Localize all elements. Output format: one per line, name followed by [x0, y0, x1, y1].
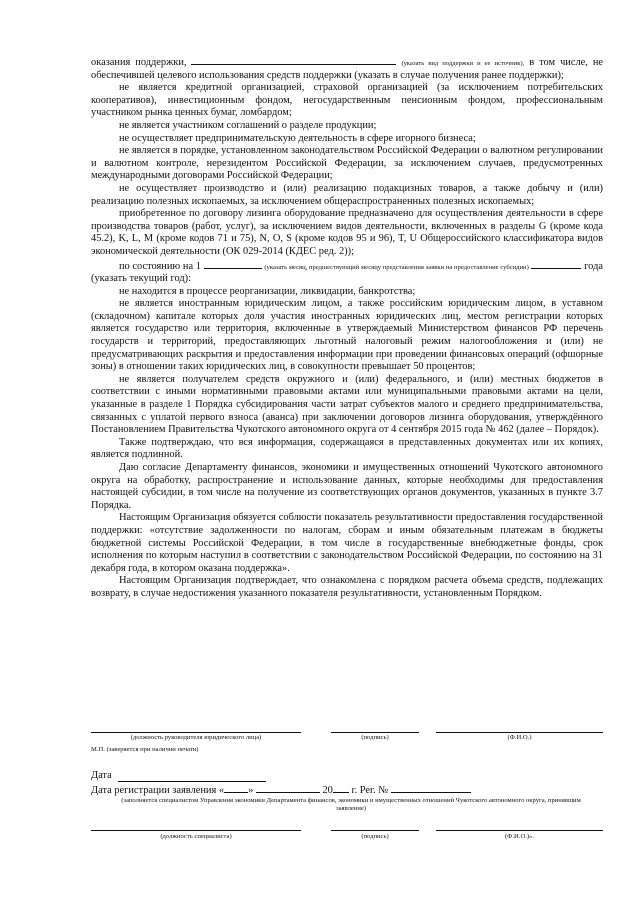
- reg-year-blank[interactable]: [333, 783, 349, 793]
- reg-number-label: г. Рег. №: [351, 785, 389, 796]
- position-line[interactable]: [91, 732, 301, 733]
- document-page: [91, 0, 603, 905]
- signature-block-specialist: [91, 830, 603, 870]
- date-label: Дата: [91, 770, 112, 781]
- support-type-label: оказания поддержки,: [91, 57, 187, 68]
- month-hint: (указать месяц, предшествующий месяцу представления заявки на предоставление субсидии): [264, 263, 529, 271]
- paragraph-not-gambling: не осуществляет предпринимательскую деятельность в сфере игорного бизнеса;: [119, 132, 476, 144]
- document-body: [91, 55, 603, 601]
- paragraph-support-type: [91, 55, 603, 82]
- year-label: года: [584, 260, 603, 272]
- signature-caption: (подпись): [361, 734, 389, 741]
- paragraph-not-psa-participant: не является участником соглашений о разделе продукции;: [119, 119, 377, 131]
- reg-century: 20: [322, 785, 333, 796]
- registration-note: (заполняется специалистом Управления экономики Департамента финансов, экономики и имущественных отношений Чукотского автономного округа, принявшим заявление): [121, 797, 581, 812]
- paragraph-leasing-equipment: приобретенное по договору лизинга оборудование предназначено для осуществления деятельности в сфере производства товаров (работ, услуг), за исключением видов деятельности, включенных в разделы G (кроме кода 45.2), K, L, M (кроме кодов 71 и 75), N, O, S (кроме кодов 95 и 96), T, U Общероссийского классификатора видов экономической деятельности (ОК 029-2014 (КДЕС ред. 2));: [91, 208, 603, 257]
- month-blank[interactable]: [204, 259, 262, 269]
- as-of-label: по состоянию на 1: [119, 260, 201, 272]
- reg-date-label: Дата регистрации заявления «: [91, 785, 225, 796]
- paragraph-not-budget-recipient: не является получателем средств окружного и (или) федерального, и (или) местных бюджетов в соответствии с иными нормативными правовыми актами или муниципальными правовыми актами на цели, указанные в разделе 1 Порядка субсидирования части затрат субъектов малого и среднего предпринимательства, связанных с уплатой первого взноса (аванса) при заключении договоров лизинга оборудования, утверждённого Постановлением Правительства Чукотского автономного округа от 4 сентября 2015 года № 462 (далее – Порядок).: [91, 373, 603, 436]
- paragraph-not-nonresident: не является в порядке, установленном законодательством Российской Федерации о валютном регулировании и валютном контроле, нерезидентом Российской Федерации, за исключением случаев, предусмотренных международными договорами Российской Федерации;: [91, 145, 603, 182]
- position-caption: (должность руководителя юридического лица): [130, 734, 262, 741]
- paragraph-authenticity: Также подтверждаю, что вся информация, содержащаяся в представленных документах или их копиях, является подлинной.: [91, 436, 603, 461]
- signature-block-head: [91, 722, 603, 772]
- year-hint: (указать текущий год):: [91, 273, 191, 285]
- specialist-name-caption: (Ф.И.О.)».: [504, 833, 534, 840]
- support-type-blank[interactable]: [191, 55, 396, 65]
- paragraph-not-credit-org: не является кредитной организацией, страховой организацией (за исключением потребительских кооперативов), инвестиционным фондом, негосударственным пенсионным фондом, профессиональным участником рынка ценных бумаг, ломбардом;: [91, 82, 603, 119]
- date-line[interactable]: [118, 781, 266, 782]
- support-type-text: в том числе, не обеспечившей целевого использования средств поддержки (указать в случае получения ранее поддержки);: [91, 57, 603, 81]
- name-caption: (Ф.И.О.): [507, 734, 532, 741]
- year-blank[interactable]: [531, 259, 581, 269]
- specialist-name-line[interactable]: [436, 830, 603, 831]
- reg-day-blank[interactable]: [224, 783, 248, 793]
- reg-month-blank[interactable]: [256, 783, 320, 793]
- paragraph-not-excise: не осуществляет производство и (или) реализацию подакцизных товаров, а также добычу и (или) реализацию полезных ископаемых, за исключением общераспространенных полезных ископаемых;: [91, 182, 603, 207]
- specialist-position-caption: (должность специалиста): [160, 833, 232, 840]
- stamp-note: М.П. (заверяется при наличии печати): [91, 746, 199, 753]
- specialist-signature-caption: (подпись): [361, 833, 389, 840]
- reg-quote: »: [248, 785, 254, 796]
- paragraph-as-of-date: [91, 259, 603, 286]
- name-line[interactable]: [436, 732, 603, 733]
- paragraph-not-foreign: не является иностранным юридическим лицом, а также российским юридическим лицом, в уставном (складочном) капитале которых доля участия иностранных юридических лиц, местом регистрации которых является государство или территория, включенные в утверждаемый Министерством финансов РФ перечень государств и территорий, предоставляющих льготный налоговый режим налогообложения и (или) не предусматривающих раскрытия и предоставления информации при проведении финансовых операций (офшорные зоны) в отношении таких юридических лиц, в совокупности превышает 50 процентов;: [91, 298, 603, 373]
- registration-block: [91, 770, 603, 830]
- reg-number-blank[interactable]: [391, 783, 471, 793]
- support-type-hint: (указать вид поддержки и ее источник),: [401, 60, 525, 67]
- paragraph-not-reorganization: не находится в процессе реорганизации, ликвидации, банкротства;: [119, 285, 416, 297]
- paragraph-confirmation: Настоящим Организация подтверждает, что ознакомлена с порядком расчета объема средств, подлежащих возврату, в случае недостижения указанного показателя результативности, установленным Порядком.: [91, 575, 603, 599]
- paragraph-obligation: Настоящим Организация обязуется соблюсти показатель результативности предоставления государственной поддержки: «отсутствие задолженности по налогам, сборам и иным обязательным платежам в бюджеты бюджетной системы Российской Федерации, в том числе в государственные внебюджетные фонды, срок исполнения по которым наступил в соответствии с законодательством Российской Федерации, по состоянию на 31 декабря года, в котором оказана поддержка».: [91, 512, 603, 574]
- signature-line[interactable]: [331, 732, 419, 733]
- specialist-position-line[interactable]: [91, 830, 301, 831]
- registration-line: [91, 783, 471, 798]
- specialist-signature-line[interactable]: [331, 830, 419, 831]
- paragraph-consent: Даю согласие Департаменту финансов, экономики и имущественных отношений Чукотского автономного округа на обработку, распространение и использование данных, которые необходимы для предоставления настоящей субсидии, в том числе на получение из соответствующих органов документов, указанных в пункте 3.7 Порядка.: [91, 462, 603, 511]
